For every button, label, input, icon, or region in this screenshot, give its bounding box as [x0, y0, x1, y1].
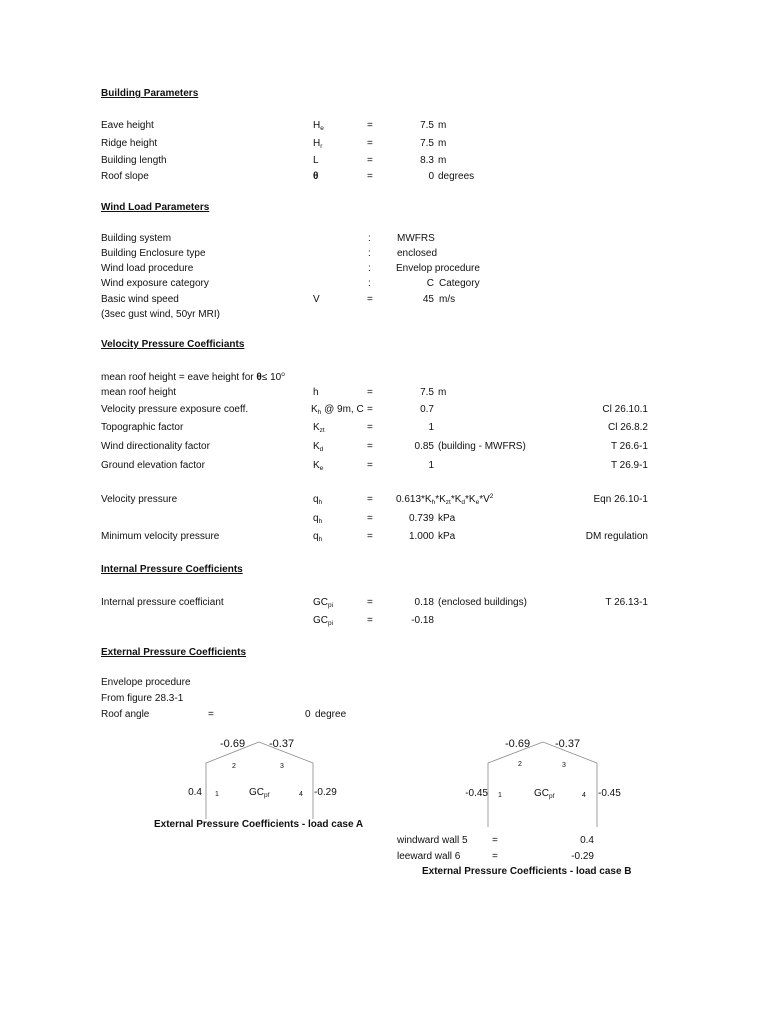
velocity-pressure-result-value: 0.739	[408, 513, 434, 524]
basic-wind-speed-label: Basic wind speed	[101, 294, 179, 305]
eave-height-equals: =	[367, 120, 373, 131]
mean-roof-height-condition: mean roof height = eave height for $\theta\le 10^o$	[101, 371, 285, 383]
velocity-pressure-formula: $0.613*K_h*K_{zt}*K_d*K_e*V^2$	[396, 493, 494, 506]
ridge-height-symbol: $H_r$	[313, 138, 323, 150]
building-system-label: Building system	[101, 233, 172, 244]
basic-wind-speed-unit: m/s	[439, 294, 456, 305]
directionality-factor-value: 0.85	[414, 441, 434, 452]
case-a-roof-left-value: -0.69	[220, 738, 246, 750]
velocity-pressure-heading: Velocity Pressure Coefficiants	[101, 339, 245, 350]
exposure-coeff-ref: Cl 26.10.1	[602, 404, 648, 415]
building-length-unit: m	[438, 155, 447, 166]
building-system-value: MWFRS	[397, 233, 435, 244]
case-b-zone-4: 4	[582, 792, 586, 799]
internal-pressure-heading: Internal Pressure Coefficients	[101, 564, 243, 575]
enclosure-type-label: Building Enclosure type	[101, 248, 206, 259]
building-length-value: 8.3	[420, 155, 434, 166]
case-a-wall-right-value: -0.29	[314, 787, 337, 798]
case-b-roof-left-value: -0.69	[505, 738, 531, 750]
load-case-a-caption: External Pressure Coefficients - load case A	[154, 819, 364, 830]
load-case-b-building-outline	[460, 735, 690, 835]
mean-roof-height-unit: m	[438, 387, 447, 398]
leeward-wall-value: -0.29	[571, 851, 594, 862]
exposure-category-colon: :	[368, 278, 371, 289]
min-velocity-pressure-equals: =	[367, 531, 373, 542]
topographic-factor-symbol: $K_{zt}$	[313, 422, 325, 434]
roof-angle-unit: degree	[315, 709, 347, 720]
min-velocity-pressure-symbol: $q_h$	[313, 531, 323, 543]
directionality-factor-symbol: $K_d$	[313, 441, 324, 453]
internal-pressure-symbol-2: $GC_{pi}$	[313, 615, 334, 627]
figure-reference-line: From figure 28.3-1	[101, 693, 184, 704]
roof-angle-label: Roof angle	[101, 709, 150, 720]
case-a-wall-left-value: 0.4	[188, 787, 202, 798]
case-a-zone-2: 2	[232, 763, 236, 770]
case-a-roof-right-value: -0.37	[269, 738, 295, 750]
building-parameters-heading: Building Parameters	[101, 88, 199, 99]
ridge-height-label: Ridge height	[101, 138, 158, 149]
basic-wind-speed-equals: =	[367, 294, 373, 305]
roof-angle-value: 0	[305, 709, 311, 720]
building-system-colon: :	[368, 233, 371, 244]
directionality-factor-note: (building - MWFRS)	[438, 441, 526, 452]
topographic-factor-ref: Cl 26.8.2	[607, 422, 648, 433]
building-length-symbol: L	[313, 155, 319, 166]
topographic-factor-equals: =	[367, 422, 373, 433]
velocity-pressure-symbol: $q_h$	[313, 494, 323, 506]
topographic-factor-value: 1	[428, 422, 434, 433]
velocity-pressure-result-unit: kPa	[438, 513, 456, 524]
min-velocity-pressure-value: 1.000	[408, 531, 434, 542]
case-a-zone-1: 1	[215, 791, 219, 798]
velocity-pressure-ref: Eqn 26.10-1	[593, 494, 648, 505]
min-velocity-pressure-ref: DM regulation	[585, 531, 648, 542]
internal-pressure-note: (enclosed buildings)	[438, 597, 527, 608]
internal-pressure-equals-2: =	[367, 615, 373, 626]
internal-pressure-label: Internal pressure coefficiant	[101, 597, 224, 608]
roof-angle-equals: =	[208, 709, 214, 720]
leeward-wall-equals: =	[492, 851, 498, 862]
ground-elevation-value: 1	[428, 460, 434, 471]
leeward-wall-label: leeward wall 6	[397, 851, 461, 862]
ground-elevation-equals: =	[367, 460, 373, 471]
internal-pressure-symbol: $GC_{pi}$	[313, 597, 334, 609]
windward-wall-equals: =	[492, 835, 498, 846]
eave-height-label: Eave height	[101, 120, 154, 131]
ground-elevation-label: Ground elevation factor	[101, 460, 205, 471]
min-velocity-pressure-label: Minimum velocity pressure	[101, 531, 220, 542]
ground-elevation-symbol: $K_e$	[313, 460, 324, 472]
velocity-pressure-result-equals: =	[367, 513, 373, 524]
eave-height-unit: m	[438, 120, 447, 131]
case-b-zone-3: 3	[562, 762, 566, 769]
wind-load-parameters-heading: Wind Load Parameters	[101, 202, 210, 213]
directionality-factor-equals: =	[367, 441, 373, 452]
building-length-label: Building length	[101, 155, 167, 166]
exposure-coeff-symbol: $K_h$ @ 9m, C	[311, 404, 364, 416]
mean-roof-height-symbol: h	[313, 387, 319, 398]
exposure-coeff-equals: =	[367, 404, 373, 415]
wind-load-procedure-colon: :	[368, 263, 371, 274]
internal-pressure-value-negative: -0.18	[411, 615, 434, 626]
ground-elevation-ref: T 26.9-1	[610, 460, 648, 471]
case-b-center-label: $GC_{pf}$	[534, 788, 555, 800]
basic-wind-speed-value: 45	[422, 294, 434, 305]
case-b-zone-1: 1	[498, 792, 502, 799]
min-velocity-pressure-unit: kPa	[438, 531, 456, 542]
case-a-zone-3: 3	[280, 763, 284, 770]
exposure-category-label: Wind exposure category	[101, 278, 209, 289]
internal-pressure-equals: =	[367, 597, 373, 608]
windward-wall-label: windward wall 5	[397, 835, 468, 846]
internal-pressure-ref: T 26.13-1	[605, 597, 648, 608]
exposure-category-value: C	[426, 278, 434, 289]
eave-height-value: 7.5	[420, 120, 434, 131]
velocity-pressure-equals: =	[367, 494, 373, 505]
enclosure-type-value: enclosed	[397, 248, 438, 259]
mean-roof-height-value: 7.5	[420, 387, 434, 398]
exposure-coeff-value: 0.7	[420, 404, 434, 415]
ridge-height-equals: =	[367, 138, 373, 149]
directionality-factor-label: Wind directionality factor	[101, 441, 210, 452]
wind-load-procedure-label: Wind load procedure	[101, 263, 194, 274]
case-b-zone-2: 2	[518, 761, 522, 768]
windward-wall-value: 0.4	[580, 835, 594, 846]
case-b-wall-left-value: -0.45	[465, 788, 488, 799]
wind-load-procedure-value: Envelop procedure	[396, 263, 480, 274]
internal-pressure-value-positive: 0.18	[414, 597, 434, 608]
envelope-procedure-line: Envelope procedure	[101, 677, 191, 688]
case-b-wall-right-value: -0.45	[598, 788, 621, 799]
eave-height-symbol: $H_e$	[313, 120, 324, 132]
roof-slope-unit: degrees	[438, 171, 475, 182]
ridge-height-unit: m	[438, 138, 447, 149]
load-case-b-caption: External Pressure Coefficients - load case B	[422, 866, 632, 877]
ridge-height-value: 7.5	[420, 138, 434, 149]
topographic-factor-label: Topographic factor	[101, 422, 184, 433]
roof-slope-equals: =	[367, 171, 373, 182]
directionality-factor-ref: T 26.6-1	[610, 441, 648, 452]
case-b-roof-right-value: -0.37	[555, 738, 581, 750]
case-a-center-label: $GC_{pf}$	[249, 787, 270, 799]
case-a-zone-4: 4	[299, 791, 303, 798]
gust-wind-note: (3sec gust wind, 50yr MRI)	[101, 309, 220, 320]
load-case-b-diagram	[460, 735, 690, 845]
mean-roof-height-equals: =	[367, 387, 373, 398]
velocity-pressure-label: Velocity pressure	[101, 494, 178, 505]
basic-wind-speed-symbol: V	[313, 294, 320, 305]
velocity-pressure-result-symbol: $q_h$	[313, 513, 323, 525]
exposure-category-unit: Category	[439, 278, 480, 289]
mean-roof-height-label: mean roof height	[101, 387, 177, 398]
exposure-coeff-label: Velocity pressure exposure coeff.	[101, 404, 249, 415]
roof-slope-label: Roof slope	[101, 171, 149, 182]
enclosure-type-colon: :	[368, 248, 371, 259]
roof-slope-value: 0	[428, 171, 434, 182]
roof-slope-symbol: θ	[313, 171, 319, 182]
building-length-equals: =	[367, 155, 373, 166]
external-pressure-heading: External Pressure Coefficients	[101, 647, 247, 658]
